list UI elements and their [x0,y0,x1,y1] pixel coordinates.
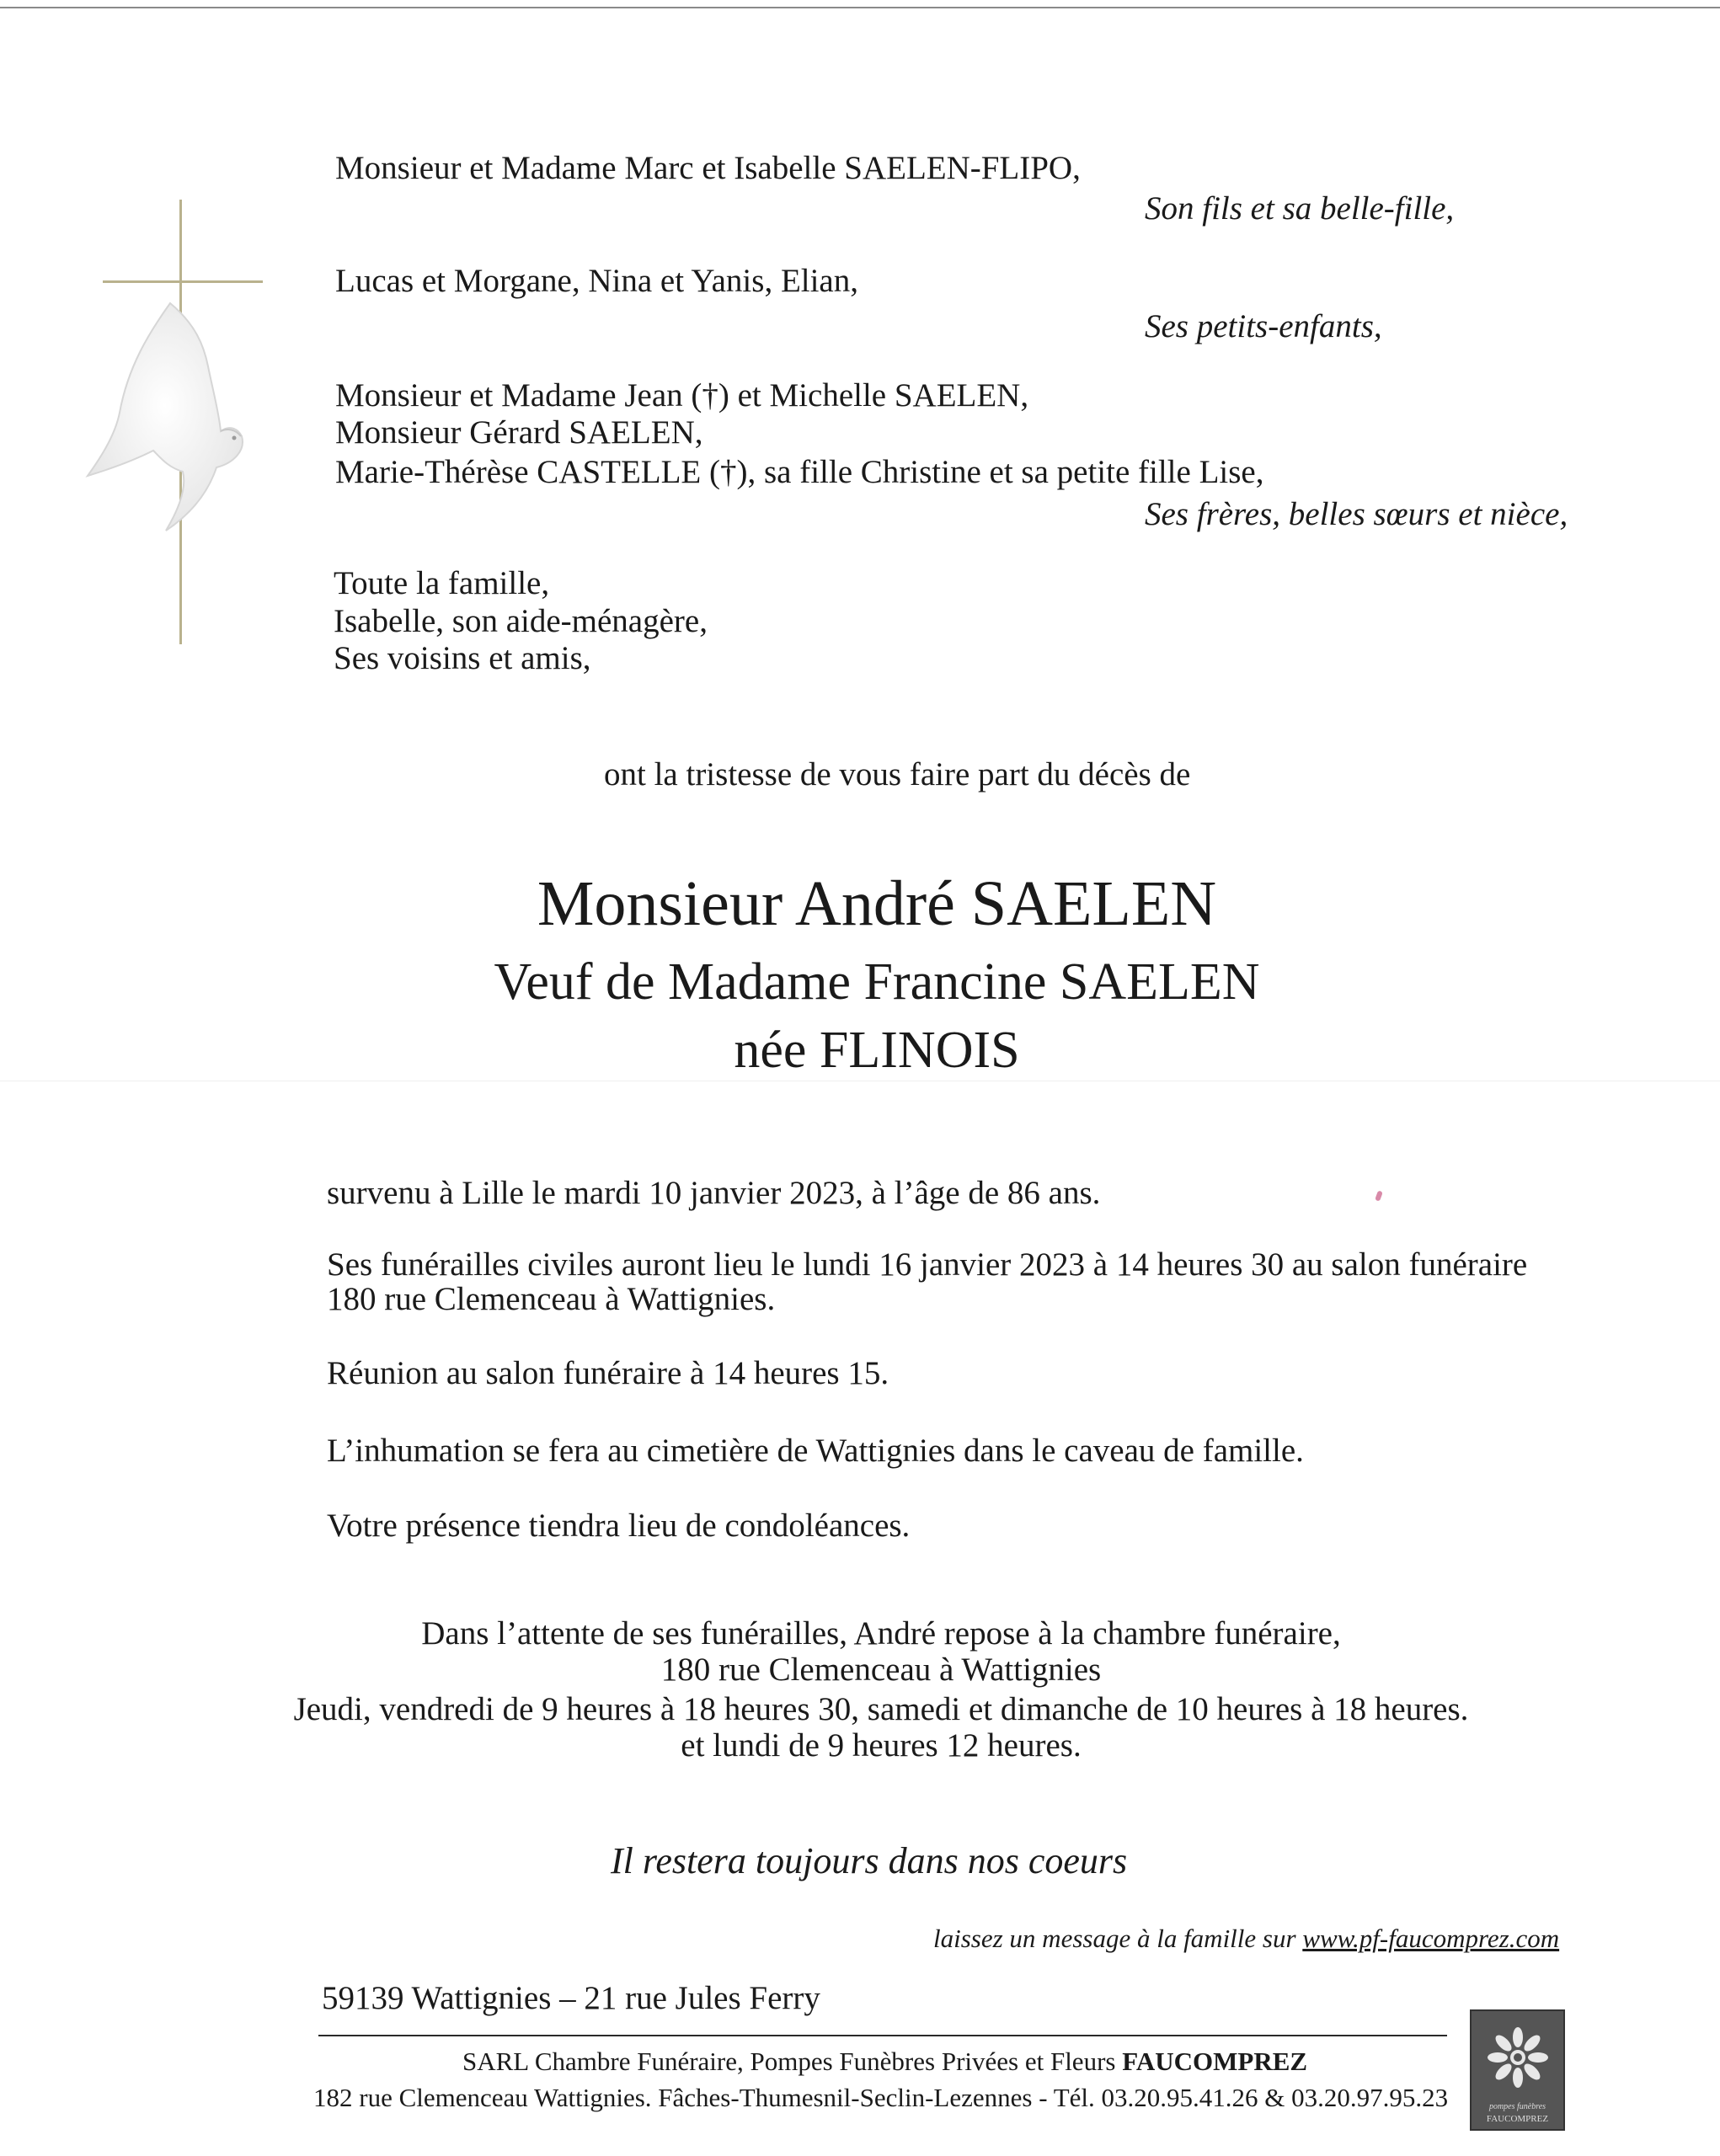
visitation-line-3: Jeudi, vendredi de 9 heures à 18 heures 30, samedi et dimanche de 10 heures à 18 heures. [293,1691,1469,1727]
announcement: ont la tristesse de vous faire part du décès de [604,756,1191,792]
family-role-siblings: Ses frères, belles sœurs et nièce, [1145,496,1568,532]
footer-company [462,2048,1307,2074]
dove-icon [69,286,288,547]
footer-company-brand: FAUCOMPREZ [1122,2047,1308,2076]
closing-phrase: Il restera toujours dans nos coeurs [611,1840,1128,1881]
family-line-others-3: Ses voisins et amis, [334,640,591,676]
visitation-line-1: Dans l’attente de ses funérailles, André repose à la chambre funéraire, [421,1615,1341,1652]
address: 59139 Wattignies – 21 rue Jules Ferry [322,1980,820,2016]
family-line-siblings-1: Monsieur et Madame Jean (†) et Michelle SAELEN, [335,377,1029,414]
footer-rule [318,2035,1447,2036]
footer-company-prefix: SARL Chambre Funéraire, Pompes Funèbres Privées et Fleurs [462,2047,1123,2076]
burial-details: L’inhumation se fera au cimetière de Wattignies dans le caveau de famille. [327,1433,1304,1469]
flower-icon [1480,2020,1556,2095]
logo-caption: pompes funèbres [1488,2102,1546,2111]
cross-icon-horizontal [103,280,263,283]
message-prefix: laissez un message à la famille sur [933,1924,1303,1953]
condolences-note: Votre présence tiendra lieu de condoléances. [327,1508,911,1544]
family-line-siblings-3: Marie-Thérèse CASTELLE (†), sa fille Christine et sa petite fille Lise, [335,454,1264,490]
deceased-born: née FLINOIS [734,1022,1020,1079]
family-role-grandchildren: Ses petits-enfants, [1145,308,1382,344]
family-line-siblings-2: Monsieur Gérard SAELEN, [335,414,703,451]
website-link[interactable]: www.pf-faucomprez.com [1302,1924,1560,1953]
logo-brand: FAUCOMPREZ [1486,2114,1549,2124]
footer-contact: 182 rue Clemenceau Wattignies. Fâches-Thumesnil-Seclin-Lezennes - Tél. 03.20.95.41.26 & 03.20.97.95.23 [313,2083,1449,2112]
family-role-son: Son fils et sa belle-fille, [1145,190,1455,227]
family-line-grandchildren: Lucas et Morgane, Nina et Yanis, Elian, [335,263,858,299]
funeral-details-1: Ses funérailles civiles auront lieu le lundi 16 janvier 2023 à 14 heures 30 au salon funéraire [327,1246,1528,1283]
company-logo [1470,2009,1565,2131]
deceased-widower: Veuf de Madame Francine SAELEN [494,953,1260,1011]
stray-mark [1375,1190,1383,1201]
family-line-son: Monsieur et Madame Marc et Isabelle SAELEN-FLIPO, [335,150,1081,186]
family-line-others-2: Isabelle, son aide-ménagère, [334,603,708,639]
visitation-line-4: et lundi de 9 heures 12 heures. [681,1727,1082,1764]
death-details: survenu à Lille le mardi 10 janvier 2023, à l’âge de 86 ans. [327,1175,1101,1211]
deceased-name: Monsieur André SAELEN [537,868,1217,939]
top-rule [0,7,1720,8]
meeting-details: Réunion au salon funéraire à 14 heures 15. [327,1355,889,1391]
visitation-line-2: 180 rue Clemenceau à Wattignies [660,1652,1102,1688]
family-line-others-1: Toute la famille, [334,565,550,601]
message-prompt [933,1925,1559,1951]
funeral-details-2: 180 rue Clemenceau à Wattignies. [327,1281,776,1317]
